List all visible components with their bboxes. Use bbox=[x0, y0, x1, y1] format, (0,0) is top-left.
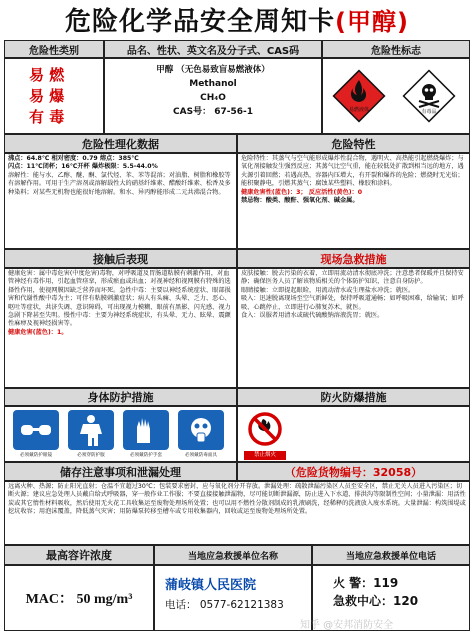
ppe-box bbox=[4, 406, 237, 462]
cas-number: CAS号： 67-56-1 bbox=[173, 107, 253, 117]
hazard-class-header: 危险性类别 bbox=[4, 40, 104, 58]
mac-value: MAC： 50 mg/m³ bbox=[25, 592, 133, 607]
emergency-center-phone: 急救中心：120 bbox=[333, 594, 419, 608]
chemical-info-box bbox=[104, 58, 322, 134]
fire-alarm-phone: 火 警：119 bbox=[333, 576, 399, 590]
ppe-label-suit: 必须穿防护服 bbox=[77, 453, 105, 458]
chemical-english-name: Methanol bbox=[189, 79, 237, 89]
ppe-label-goggles: 必须戴防护眼镜 bbox=[19, 453, 53, 458]
local-unit-header: 当地应急救援单位名称 bbox=[154, 545, 312, 565]
hazard-signs-box bbox=[322, 58, 470, 134]
storage-leak-box: 远离火种、热源；防止阳光直射；仓温不宜超过30℃；包装要求密封，应与氧化剂分开存放。泄漏处理：疏散泄漏污染区人员至安全区，禁止无关人员进入污染区；切断火源；建议应急处理人员戴自给式呼吸器，穿一般作业工作服；不要直接接触泄漏物，尽可能切断泄漏源，防止进入下水道、排洪沟等限制性空间；小量泄漏：用活性炭或其它惰性材料吸收，然后使用无火花工具收集运至废物处理场所处置；也可以用不燃性分散剂制成的乳液刷洗，经稀释的洗液放入废水系统。大量泄漏：构筑围堤或挖坑收容；用泡沫覆盖，降低蒸气灾害；用防爆泵转移至槽车或专用收集器内，回收或运至废物处理场所处置。 bbox=[4, 481, 470, 545]
chemical-formula: CH₄O bbox=[200, 93, 226, 103]
danger-flammable: 易 燃 bbox=[29, 65, 65, 84]
hazard-sign-header: 危险性标志 bbox=[322, 40, 470, 58]
aid-inhalation: 吸入：迅速脱离现场至空气新鲜处，保持呼吸道通畅；如呼吸困难，给输氧；如呼吸、心跳停止，立即进行心肺复苏术，就医。 bbox=[241, 295, 464, 311]
physical-line-3: 溶解性：能与水、乙醇、醚、酮、氯代烃、苯、苯等混溶；对油脂、树脂和橡胶等有溶解作用。可用于生产溶剂或溶解载性大的硝基纤维素、醋酸纤维素、松香及多种染料；对某些无机物也能很好地溶解。和水、异丙醇能形成二元共沸混合物。 bbox=[8, 171, 231, 196]
hospital-name: 蒲岐镇人民医院 bbox=[165, 578, 257, 593]
contact-symptoms-box bbox=[4, 268, 237, 388]
physical-data-box bbox=[4, 153, 237, 249]
watermark: 知乎 @安邦消防安全 bbox=[300, 620, 394, 631]
fire-prevention-header: 防火防爆措施 bbox=[237, 388, 470, 406]
health-hazard-note: 健康危害(蓝色)：1。 bbox=[8, 328, 68, 336]
dangerous-goods-number: （危险货物编号：32058） bbox=[237, 462, 470, 481]
gas-mask-icon bbox=[178, 410, 224, 450]
local-phone-header: 当地应急救援单位电话 bbox=[312, 545, 470, 565]
contact-header: 接触后表现 bbox=[4, 249, 237, 268]
toxic-skull-icon bbox=[401, 68, 457, 124]
aid-eyes: 眼睛接触：立即提起眼睑，用流动清水或生理盐水冲洗；就医。 bbox=[241, 286, 415, 294]
physical-line-2: 闪点：11℃闭杯；16℃开杯 爆炸极限：5.5-44.0% bbox=[8, 163, 158, 171]
hazard-char-text: 危险特性：其蒸气与空气能形成爆炸性混合物，遇明火、高热能引起燃烧爆炸；与氧化剂接触发生强烈反应；其蒸气比空气重，能在较低处扩散到相当远的地方，遇火源引着回燃；若遇高热，容器内压增大，有开裂和爆炸的危险；燃烧时无光焰；能积聚静电，引燃其蒸气；腐蚀某些塑料、橡胶和涂料。 bbox=[241, 155, 464, 188]
fire-prevention-box bbox=[237, 406, 470, 462]
svg-text:有毒品: 有毒品 bbox=[421, 109, 437, 115]
hazard-characteristics-header: 危险特性 bbox=[237, 134, 470, 153]
first-aid-box bbox=[237, 268, 470, 388]
incompatible-materials: 禁忌物：酸类、酸酐、强氧化剂、碱金属。 bbox=[241, 197, 359, 205]
hazard-rating: 健康危害性(蓝色)：3； 反应活性(黄色)：0 bbox=[241, 188, 363, 196]
flammable-liquid-icon bbox=[331, 68, 387, 124]
danger-class-box bbox=[4, 58, 104, 134]
max-concentration-header: 最高容许浓度 bbox=[4, 545, 154, 565]
svg-text:易燃液体: 易燃液体 bbox=[348, 107, 370, 113]
product-info-header: 品名、性状、英文名及分子式、CAS码 bbox=[104, 40, 322, 58]
local-unit-box bbox=[154, 565, 312, 631]
aid-skin: 皮肤接触：脱去污染的衣着，立即用流动清水彻底冲洗；注意患者保暖并且保持安静；确保医务人员了解该物质相关的个体防护知识，注意自身防护。 bbox=[241, 270, 464, 286]
gloves-icon bbox=[123, 410, 169, 450]
page-title bbox=[0, 0, 474, 38]
hospital-phone: 电话： 0577-62121383 bbox=[165, 599, 284, 611]
title-main: 危险化学品安全周知卡 bbox=[65, 6, 336, 37]
aid-ingestion: 食入：误服者用清水或硫代硫酸钠溶液洗胃；就医。 bbox=[241, 312, 384, 320]
ppe-label-mask: 必须戴防毒面具 bbox=[184, 453, 218, 458]
ppe-label-gloves: 必须戴防护手套 bbox=[129, 453, 163, 458]
title-sub: (甲醇) bbox=[335, 7, 409, 36]
no-smoking-icon bbox=[246, 410, 284, 448]
physical-data-header: 危险性理化数据 bbox=[4, 134, 237, 153]
chemical-name: 甲醇 （无色易致盲易燃液体） bbox=[156, 65, 270, 75]
hazard-characteristics-box bbox=[237, 153, 470, 249]
protective-suit-icon bbox=[68, 410, 114, 450]
contact-symptoms-text: 健康危害：属中毒危害(中度危害)毒物，对呼吸道及胃肠道粘膜有刺激作用，对血管神经有毒作用，引起血管痉挛，形成瘀血或出血；对视神经和视网膜有特殊的选择性作用，使视网膜因缺乏营养而坏死。急性中毒：主要以神经系统症状、眼部损害和代谢性酸中毒为主；可伴有粘膜刺激症状；病人有头痛、头晕、乏力、恶心、呕吐等症状，共济失调、意识障碍，可出现视力模糊、眼前有黑影、闪光感、视力急剧下降甚至失明。慢性中毒：主要为神经系统症状，有头晕、无力、眩晕、震颤性麻痹及视神经损害等。 bbox=[8, 270, 231, 328]
no-fire-label: 禁止烟火 bbox=[244, 451, 286, 460]
storage-header: 储存注意事项和泄漏处理 bbox=[4, 462, 237, 481]
goggles-icon bbox=[13, 410, 59, 450]
first-aid-header: 现场急救措施 bbox=[237, 249, 470, 268]
danger-explosive: 易 爆 bbox=[29, 86, 65, 105]
ppe-header: 身体防护措施 bbox=[4, 388, 237, 406]
physical-line-1: 沸点：64.8℃ 相对密度：0.79 熔点：385℃ bbox=[8, 155, 139, 162]
danger-toxic: 有 毒 bbox=[29, 107, 65, 126]
mac-box bbox=[4, 565, 154, 631]
